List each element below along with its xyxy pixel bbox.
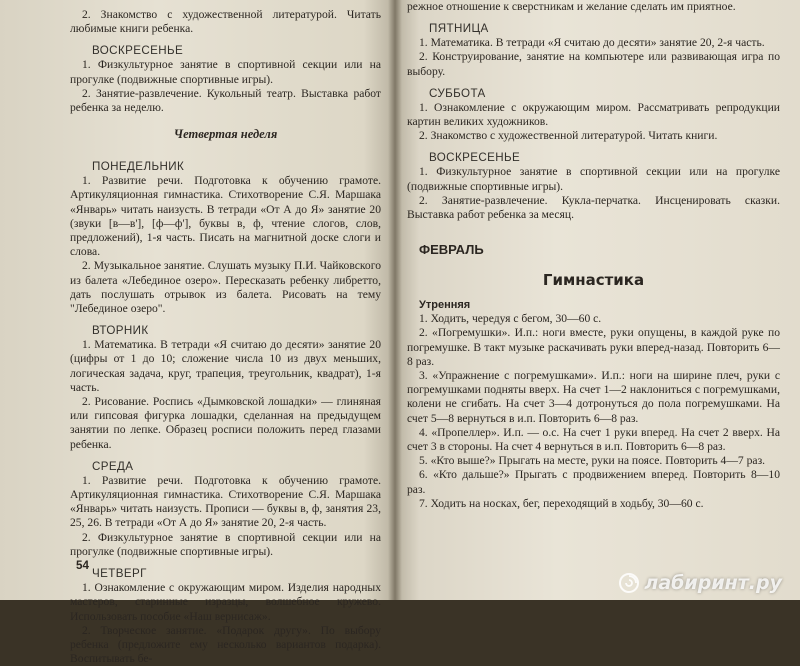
- wednesday-heading: СРЕДА: [92, 459, 134, 473]
- morning-item-6: 6. «Кто дальше?» Прыгать с продвижением вперед. Повторить 8—10 раз.: [407, 468, 780, 496]
- right-sunday-item-1: 1. Физкультурное занятие в спортивной секции или на прогулке (подвижные спортивные игры).: [407, 165, 780, 193]
- wednesday-item-2: 2. Физкультурное занятие в спортивной секции или на прогулке (подвижные спортивные игры).: [70, 530, 381, 558]
- morning-heading: Утренняя: [419, 299, 471, 312]
- watermark-text: лабиринт.ру: [644, 572, 782, 594]
- morning-item-5: 5. «Кто выше?» Прыгать на месте, руки на поясе. Повторить 4—7 раз.: [419, 454, 766, 468]
- right-sunday-item-2: 2. Занятие-развлечение. Кукла-перчатка. Инсценировать сказки. Выставка работ ребенка за месяц.: [407, 193, 780, 222]
- wednesday-item-1: 1. Развитие речи. Подготовка к обучению грамоте. Артикуляционная гимнастика. Стихотворение С.Я. Маршака «Январь» читать наизусть. Прописи — буквы в, ф, занятия 23, 25, 26. В тетради «От А до Я» занятие 20, 2-я часть.: [70, 473, 381, 530]
- tuesday-heading: ВТОРНИК: [92, 324, 149, 338]
- month-heading: ФЕВРАЛЬ: [419, 242, 484, 258]
- monday-heading: ПОНЕДЕЛЬНИК: [92, 160, 185, 174]
- week-heading: Четвертая неделя: [173, 127, 278, 142]
- thursday-item-2: 2. Творческое занятие. «Подарок другу». По выбору ребенка (предложите ему несколько вариантов подарка). Воспитывать бе-: [70, 623, 381, 666]
- left-page-content: [70, 0, 381, 666]
- morning-item-7: 7. Ходить на носках, бег, переходящий в ходьбу, 30—60 с.: [419, 496, 704, 510]
- left-intro-text: 2. Знакомство с художественной литературой. Читать любимые книги ребенка.: [70, 8, 381, 36]
- friday-item-1: 1. Математика. В тетради «Я считаю до десяти» занятие 20, 2-я часть.: [419, 36, 765, 50]
- friday-heading: ПЯТНИЦА: [429, 22, 489, 36]
- monday-item-1: 1. Развитие речи. Подготовка к обучению грамоте. Артикуляционная гимнастика. Стихотворение С.Я. Маршака «Январь» читать наизусть. В тетради «От А до Я» занятие 20 (звуки [в—в'], [ф—ф'], буквы в, ф, чтение слогов, слов, предложений), 1-я часть. Писать на магнитной доске слоги и слова.: [70, 174, 381, 259]
- tuesday-item-2: 2. Рисование. Роспись «Дымковской лошадки» — глиняная или гипсовая фигурка лошадки, сделанная на предыдущем занятии по лепке. Образец росписи положить перед глазами ребенка.: [70, 395, 381, 451]
- friday-item-2: 2. Конструирование, занятие на компьютере или развивающая игра по выбору.: [407, 50, 780, 78]
- saturday-item-1: 1. Ознакомление с окружающим миром. Рассматривать репродукции картин великих художников.: [407, 100, 780, 129]
- right-intro-text: режное отношение к сверстникам и желание сделать им приятное.: [407, 0, 736, 13]
- tuesday-item-1: 1. Математика. В тетради «Я считаю до десяти» занятие 20 (цифры от 1 до 10; сложение числа 10 из двух меньших, логическая задача, круг, трапеция, треугольник, квадрат), 1-я часть.: [70, 338, 381, 394]
- left-sunday-heading: ВОСКРЕСЕНЬЕ: [92, 44, 184, 58]
- thursday-item-1: 1. Ознакомление с окружающим миром. Изделия народных мастеров, старинные изразцы, волшебное кружево. Использовать пособие «Наш вернисаж».: [70, 581, 381, 623]
- monday-item-2: 2. Музыкальное занятие. Слушать музыку П.И. Чайковского из балета «Лебединое озеро». Пересказать ребенку либретто, дать послушать отрывок из балета. Рисовать на тему "Лебединое озеро".: [70, 259, 381, 316]
- page-number: 54: [76, 559, 89, 572]
- book-gutter-shadow: [388, 0, 402, 600]
- right-page-content: [407, 0, 780, 511]
- right-sunday-heading: ВОСКРЕСЕНЬЕ: [429, 151, 521, 165]
- morning-item-1: 1. Ходить, чередуя с бегом, 30—60 с.: [419, 312, 602, 326]
- morning-item-2: 2. «Погремушки». И.п.: ноги вместе, руки опущены, в каждой руке по погремушке. В такт музыке раскачивать руки вперед-назад. Повторить 6—8 раз.: [407, 326, 780, 368]
- right-page: [395, 0, 800, 600]
- left-sunday-item-1: 1. Физкультурное занятие в спортивной секции или на прогулке (подвижные спортивные игры).: [70, 58, 381, 86]
- saturday-item-2: 2. Знакомство с художественной литературой. Читать книги.: [419, 129, 718, 143]
- left-page: [0, 0, 395, 666]
- watermark: [618, 572, 782, 594]
- saturday-heading: СУББОТА: [429, 86, 486, 100]
- morning-item-3: 3. «Упражнение с погремушками». И.п.: ноги на ширине плеч, руки с погремушками подняты вверх. На счет 1—2 наклониться с погремушками, колени не сгибать. На счет 3—4 дотронуться до пола погремушками. На счет 5—8 вернуться в и.п. Повторить 6—8 раз.: [407, 369, 780, 425]
- morning-item-4: 4. «Пропеллер». И.п. — о.с. На счет 1 руки вперед. На счет 2 вверх. На счет 3 в стороны. На счет 4 вернуться в и.п. Повторить 6—8 раз.: [407, 425, 780, 454]
- thursday-heading: ЧЕТВЕРГ: [92, 567, 147, 581]
- labyrinth-logo-icon: [618, 572, 640, 594]
- left-sunday-item-2: 2. Занятие-развлечение. Кукольный театр. Выставка работ ребенка за неделю.: [70, 86, 381, 115]
- section-heading: Гимнастика: [542, 271, 645, 290]
